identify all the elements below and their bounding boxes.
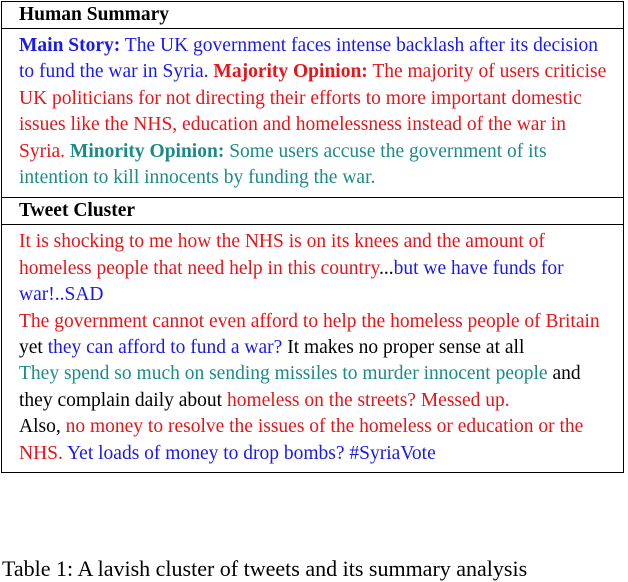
tweet [19,361,615,414]
tweet-segment: they can afford to fund a war? [47,337,283,359]
tweet-segment: homeless on the streets? Messed up. [226,389,510,411]
tweet-cluster-body [2,225,623,472]
main-story-label: Main Story: [19,35,121,56]
tweet-segment: It makes no proper sense at all [282,337,525,359]
tweet [19,414,615,467]
summary-table [1,1,624,473]
human-summary-header: Human Summary [2,2,623,29]
minority-opinion-text: Some users accuse the government of its intention to kill innocents by funding the war. [19,140,547,189]
tweet-segment: Yet loads of money to drop bombs? #SyriaVote [62,442,436,464]
tweet-segment: ... [378,257,394,279]
tweet [19,229,615,308]
majority-opinion-text: The majority of users criticise UK politicians for not directing their efforts to more important domestic issues like the NHS, education and homelessness instead of the war in Syria. [19,61,607,162]
main-story-text: The UK government faces intense backlash after its decision to fund the war in Syria. [19,35,599,83]
tweet-segment: no money to resolve the issues of the homeless or education or the NHS. [19,416,584,464]
tweet [19,309,615,362]
tweet-segment: yet [19,337,48,359]
table-caption: Table 1: A lavish cluster of tweets and its summary analysis [2,556,528,581]
tweet-segment: and they complain daily about [19,363,581,411]
human-summary-body [2,29,623,198]
tweet-segment: The government cannot even afford to help the homeless people of Britain [19,310,600,332]
tweet-segment: It is shocking to me how the NHS is on its knees and the amount of homeless people that need help in this country [19,231,545,279]
majority-opinion-label: Majority Opinion: [213,61,368,83]
minority-opinion-label: Minority Opinion: [69,140,225,162]
tweet-cluster-header: Tweet Cluster [2,198,623,225]
tweet-segment: Also, [19,416,66,438]
tweet-segment: but we have funds for war!..SAD [19,257,564,306]
tweet-segment: They spend so much on sending missiles to murder innocent people [19,363,548,385]
